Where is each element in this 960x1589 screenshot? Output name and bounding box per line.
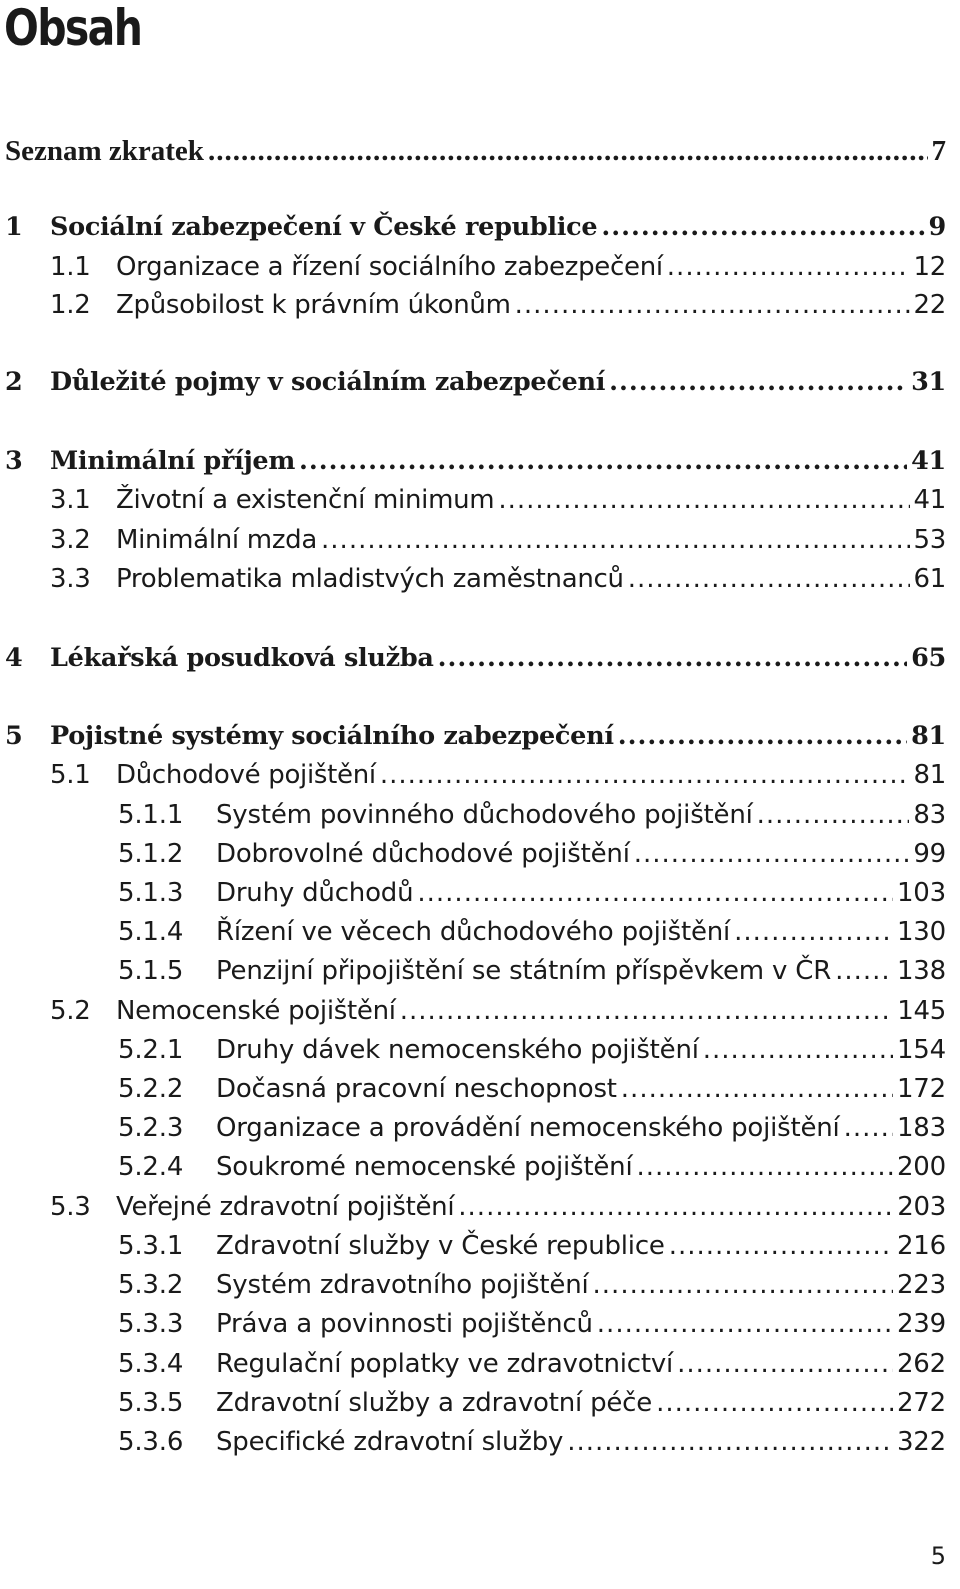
toc-entry-title: Druhy důchodů [216, 878, 414, 908]
toc-entry-title: Organizace a provádění nemocenského pojištění [216, 1113, 840, 1143]
toc-entry-title: Řízení ve věcech důchodového pojištění [216, 917, 731, 947]
toc-entry[interactable] [50, 482, 946, 518]
toc-entry[interactable] [118, 1306, 946, 1342]
toc-entry-number: 2 [5, 367, 23, 397]
toc-entry-title: Penzijní připojištění se státním příspěvkem v ČR [216, 956, 832, 986]
toc-entry-title: Specifické zdravotní služby [216, 1427, 564, 1457]
toc-entry-number: 5.1.3 [118, 878, 184, 908]
toc-entry-page: 272 [896, 1388, 946, 1418]
toc-entry-page: 145 [897, 996, 946, 1026]
toc-entry[interactable] [118, 1267, 946, 1303]
toc-entry-number: 5.1.5 [118, 956, 184, 986]
toc-entry[interactable] [118, 1424, 946, 1460]
dot-leader [567, 1424, 893, 1460]
dot-leader [417, 875, 893, 911]
toc-entry[interactable] [50, 287, 946, 323]
toc-entry[interactable] [118, 914, 946, 950]
toc-entry-number: 5.2.4 [118, 1152, 184, 1182]
dot-leader [321, 522, 909, 558]
toc-entry-page: 81 [911, 721, 946, 751]
toc-entry[interactable] [118, 875, 946, 911]
toc-entry-page: 61 [913, 564, 946, 594]
dot-leader [618, 718, 907, 754]
dot-leader [634, 836, 910, 872]
toc-entry-title: Seznam zkratek [5, 135, 204, 167]
dot-leader [515, 287, 910, 323]
toc-entry-title: Systém povinného důchodového pojištění [216, 800, 753, 830]
toc-entry-number: 5.1.4 [118, 917, 184, 947]
toc-entry-number: 5 [5, 721, 23, 751]
toc-entry-number: 5.3.5 [118, 1388, 184, 1418]
toc-entry-page: 223 [896, 1270, 946, 1300]
toc-entry-number: 5.3.4 [118, 1349, 184, 1379]
toc-entry-title: Problematika mladistvých zaměstnanců [116, 564, 624, 594]
toc-entry[interactable] [5, 718, 946, 754]
toc-entry[interactable] [118, 1071, 946, 1107]
toc-entry-page: 31 [911, 367, 946, 397]
toc-entry[interactable] [5, 640, 946, 676]
toc-entry-title: Zdravotní služby a zdravotní péče [216, 1388, 653, 1418]
toc-entry-title: Zdravotní služby v České republice [216, 1231, 665, 1261]
toc-entry-title: Druhy dávek nemocenského pojištění [216, 1035, 699, 1065]
toc-entry-title: Pojistné systémy sociálního zabezpečení [50, 721, 614, 751]
toc-entry[interactable] [50, 522, 946, 558]
toc-entry[interactable] [118, 1385, 946, 1421]
dot-leader [757, 797, 910, 833]
toc-entry-title: Regulační poplatky ve zdravotnictví [216, 1349, 674, 1379]
toc-entry-title: Minimální mzda [116, 525, 318, 555]
dot-leader [601, 209, 924, 245]
toc-entry-page: 172 [896, 1074, 946, 1104]
toc-entry-number: 5.3.1 [118, 1231, 184, 1261]
toc-entry[interactable] [118, 1032, 946, 1068]
dot-leader [667, 249, 910, 285]
toc-entry-page: 41 [913, 485, 946, 515]
toc-entry-title: Způsobilost k právním úkonům [116, 290, 511, 320]
toc-entry-page: 103 [896, 878, 946, 908]
toc-entry[interactable] [5, 209, 946, 245]
dot-leader [621, 1071, 893, 1107]
toc-entry-title: Lékařská posudková služba [50, 643, 434, 673]
dot-leader [734, 914, 893, 950]
toc-entry-page: 203 [897, 1192, 946, 1222]
toc-entry[interactable] [50, 1189, 946, 1225]
dot-leader [669, 1228, 893, 1264]
dot-leader [636, 1149, 892, 1185]
toc-entry-page: 65 [911, 643, 946, 673]
toc-entry-title: Organizace a řízení sociálního zabezpečení [116, 252, 663, 282]
toc-entry-number: 5.1.1 [118, 800, 184, 830]
dot-leader [677, 1346, 893, 1382]
dot-leader [208, 133, 928, 169]
dot-leader [628, 561, 910, 597]
toc-entry-page: 41 [911, 446, 946, 476]
toc-entry-number: 4 [5, 643, 23, 673]
toc-entry-title: Životní a existenční minimum [116, 485, 495, 515]
toc-entry-page: 183 [896, 1113, 946, 1143]
toc-entry-title: Systém zdravotního pojištění [216, 1270, 589, 1300]
dot-leader [609, 364, 907, 400]
page-title: Obsah [4, 0, 142, 57]
toc-entry-page: 154 [896, 1035, 946, 1065]
toc-entry-number: 5.2.2 [118, 1074, 184, 1104]
dot-leader [703, 1032, 893, 1068]
toc-entry[interactable] [5, 364, 946, 400]
dot-leader [458, 1189, 893, 1225]
toc-entry[interactable] [5, 443, 946, 479]
toc-entry-number: 3 [5, 446, 23, 476]
dot-leader [498, 482, 909, 518]
toc-entry-number: 5.3.2 [118, 1270, 184, 1300]
toc-entry-page: 239 [896, 1309, 946, 1339]
dot-leader [656, 1385, 893, 1421]
toc-entry-page: 200 [896, 1152, 946, 1182]
toc-entry-number: 3.2 [50, 525, 91, 555]
toc-entry[interactable] [5, 133, 946, 169]
toc-entry-number: 5.2.1 [118, 1035, 184, 1065]
toc-entry-page: 12 [913, 252, 946, 282]
toc-entry[interactable] [118, 797, 946, 833]
toc-entry-number: 5.3.6 [118, 1427, 184, 1457]
toc-entry-page: 53 [913, 525, 946, 555]
toc-entry-page: 216 [896, 1231, 946, 1261]
toc-entry-title: Minimální příjem [50, 446, 296, 476]
toc-entry[interactable] [118, 1228, 946, 1264]
toc-entry[interactable] [118, 1346, 946, 1382]
toc-entry[interactable] [50, 993, 946, 1029]
toc-entry-number: 1.1 [50, 252, 91, 282]
dot-leader [299, 443, 907, 479]
toc-entry-page: 81 [913, 760, 946, 790]
toc-entry-number: 3.3 [50, 564, 91, 594]
toc-entry-page: 7 [931, 135, 946, 167]
toc-entry-number: 3.1 [50, 485, 91, 515]
toc-entry-page: 262 [896, 1349, 946, 1379]
dot-leader [593, 1267, 893, 1303]
toc-entry-page: 322 [896, 1427, 946, 1457]
toc-entry-page: 138 [896, 956, 946, 986]
toc-entry-number: 1.2 [50, 290, 91, 320]
page-number: 5 [930, 1542, 946, 1570]
dot-leader [380, 757, 910, 793]
toc-entry-title: Dočasná pracovní neschopnost [216, 1074, 617, 1104]
toc-entry-number: 5.1 [50, 760, 91, 790]
toc-entry-title: Dobrovolné důchodové pojištění [216, 839, 630, 869]
toc-entry-title: Sociální zabezpečení v České republice [50, 212, 598, 242]
toc-entry[interactable] [50, 561, 946, 597]
toc-entry-title: Veřejné zdravotní pojištění [116, 1192, 455, 1222]
toc-entry[interactable] [118, 836, 946, 872]
toc-entry-page: 83 [913, 800, 946, 830]
dot-leader [400, 993, 894, 1029]
toc-entry-number: 1 [5, 212, 23, 242]
toc-entry-number: 5.2 [50, 996, 91, 1026]
dot-leader [835, 953, 893, 989]
toc-entry-number: 5.3.3 [118, 1309, 184, 1339]
toc-entry-page: 130 [896, 917, 946, 947]
toc-entry-title: Práva a povinnosti pojištěnců [216, 1309, 593, 1339]
toc-entry-title: Důležité pojmy v sociálním zabezpečení [50, 367, 606, 397]
toc-entry[interactable] [118, 953, 946, 989]
toc-entry-title: Nemocenské pojištění [116, 996, 396, 1026]
toc-entry-number: 5.1.2 [118, 839, 184, 869]
toc-entry-page: 9 [928, 212, 946, 242]
toc-entry[interactable] [50, 757, 946, 793]
toc-entry-number: 5.2.3 [118, 1113, 184, 1143]
toc-entry-title: Soukromé nemocenské pojištění [216, 1152, 633, 1182]
toc-entry-title: Důchodové pojištění [116, 760, 376, 790]
toc-entry[interactable] [50, 249, 946, 285]
toc-entry[interactable] [118, 1110, 946, 1146]
toc-entry-number: 5.3 [50, 1192, 91, 1222]
dot-leader [597, 1306, 893, 1342]
dot-leader [844, 1110, 893, 1146]
toc-entry[interactable] [118, 1149, 946, 1185]
dot-leader [438, 640, 908, 676]
toc-entry-page: 22 [913, 290, 946, 320]
toc-entry-page: 99 [913, 839, 946, 869]
